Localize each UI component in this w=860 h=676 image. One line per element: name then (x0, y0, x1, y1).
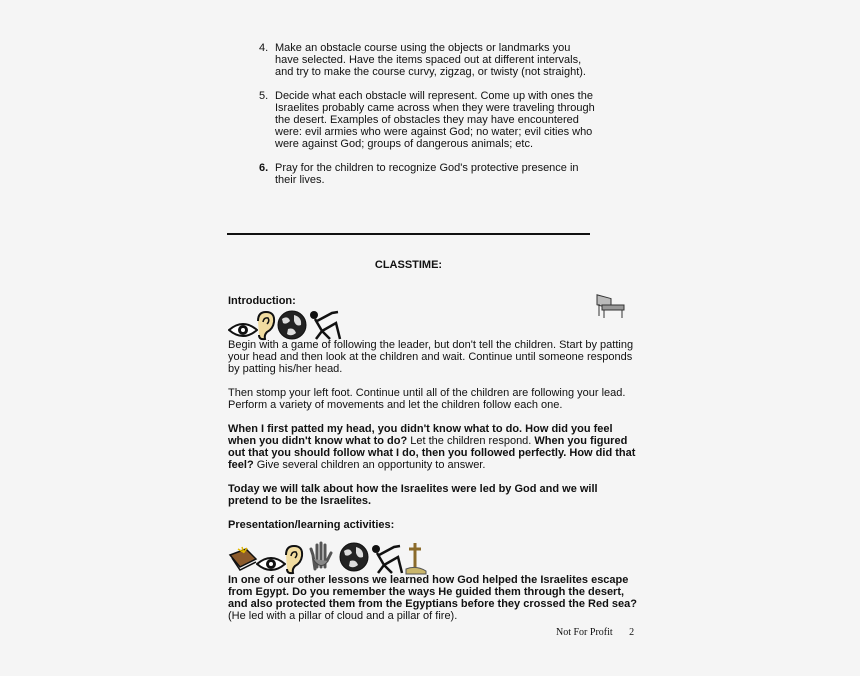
presentation-icons (228, 541, 428, 575)
intro-icons (228, 309, 348, 341)
bible-icon (228, 545, 258, 573)
page-footer (556, 627, 634, 638)
footer-label: Not For Profit (556, 627, 613, 638)
page-number: 2 (629, 627, 635, 638)
presentation-heading: Presentation/learning activities: (228, 519, 395, 531)
classtime-heading: CLASSTIME: (374, 259, 443, 271)
list-number: 4. (259, 42, 269, 54)
intro-paragraph-1: Begin with a game of following the leader, but don't tell the children. Start by patting your head and then look at the children and wait. Continue until someone responds by patting his/her head. (228, 339, 634, 375)
list-text: Pray for the children to recognize God's protective presence in their lives. (275, 162, 579, 186)
question-text: When you figured out that you should follow what I do, then you followed perfectly. How did that feel? (228, 435, 636, 471)
question-text: When I first patted my head, you didn't know what to do. How did you feel when you didn't know what to do? (228, 423, 613, 447)
globe-icon (276, 309, 308, 341)
globe-icon (338, 541, 370, 573)
list-number: 5. (259, 90, 269, 102)
presentation-paragraph (228, 574, 638, 622)
list-number: 6. (259, 162, 269, 174)
intro-paragraph-2: Then stomp your left foot. Continue until all of the children are following your lead. Perform a variety of movements and let the children follow each one. (228, 387, 626, 411)
ear-icon (282, 545, 304, 575)
stretching-figure-icon (308, 309, 342, 341)
intro-paragraph-3 (228, 423, 638, 471)
list-text: Make an obstacle course using the objects or landmarks you have selected. Have the items spaced out at different intervals, and try to make the course curvy, zigzag, or twisty (not straight). (275, 42, 586, 78)
school-desk-icon (594, 291, 628, 319)
intro-paragraph-4: Today we will talk about how the Israelites were led by God and we will pretend to be the Israelites. (228, 483, 598, 507)
section-divider (227, 233, 590, 235)
instruction-text: Let the children respond. (407, 435, 535, 447)
ear-icon (254, 311, 276, 341)
list-text: Decide what each obstacle will represent. Come up with ones the Israelites probably came across when they were traveling through the desert. Examples of obstacles they may have encountered were: evil armies who were against God; no water; evil cities who were against God; groups of dangerous animals; etc. (275, 90, 595, 150)
answer-text: (He led with a pillar of cloud and a pillar of fire). (228, 610, 458, 622)
question-text: In one of our other lessons we learned how God helped the Israelites escape from Egypt. Do you remember the ways He guided them through the desert, and also protected them from the Egyptians before they crossed the Red sea? (228, 574, 637, 610)
stretching-figure-icon (370, 543, 404, 575)
instruction-text: Give several children an opportunity to answer. (253, 459, 486, 471)
introduction-heading: Introduction: (228, 295, 296, 307)
cross-icon (404, 541, 428, 575)
hand-icon (308, 541, 334, 571)
